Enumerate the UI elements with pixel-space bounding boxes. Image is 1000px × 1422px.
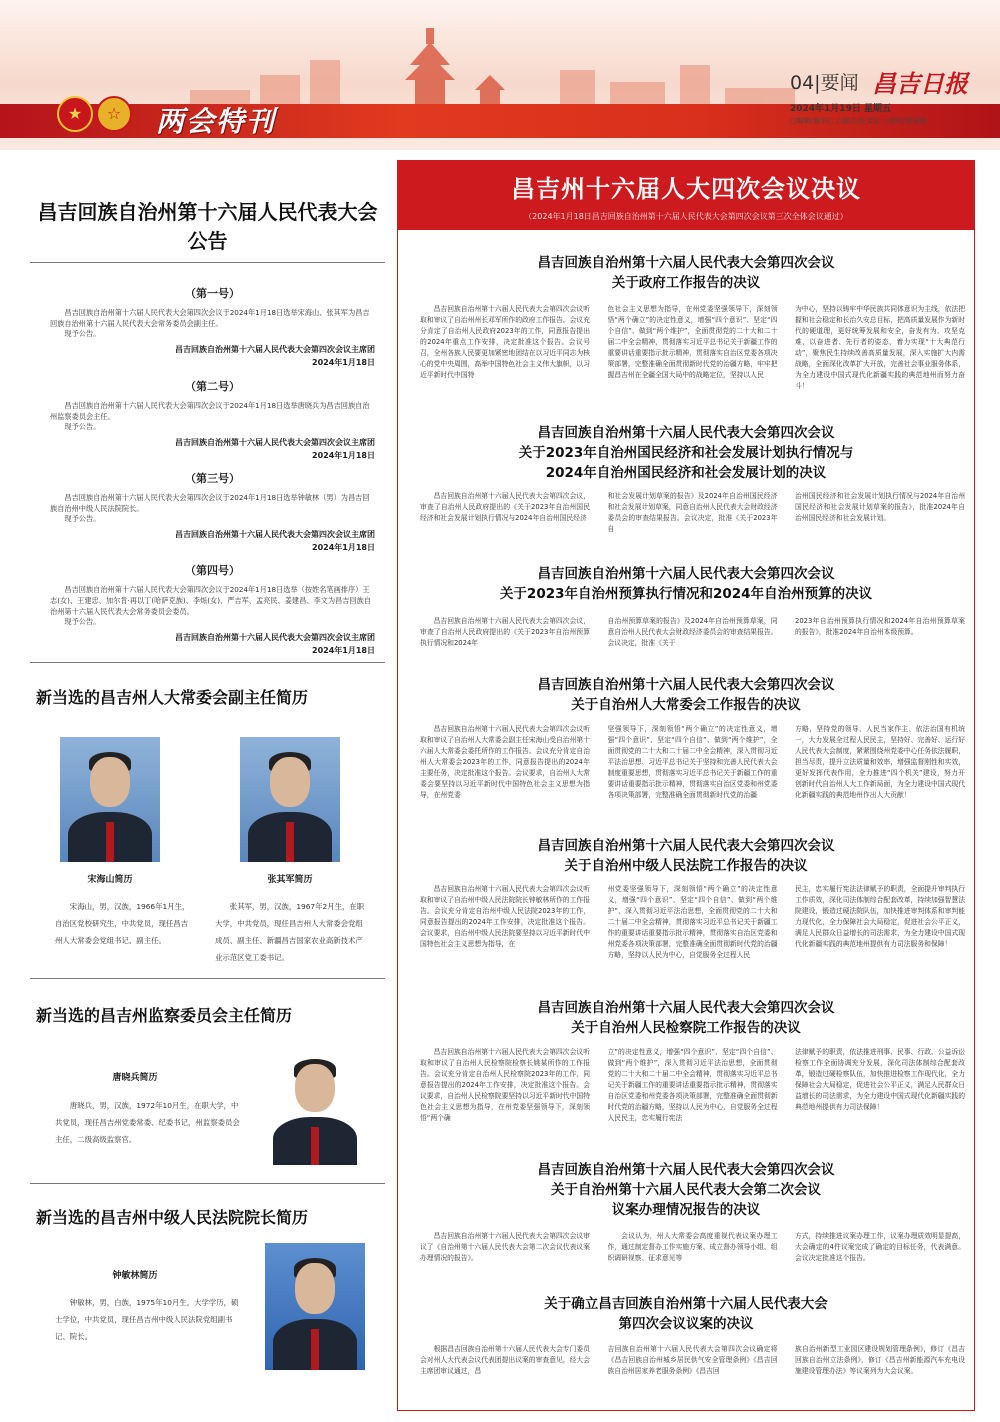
notice-date: 2024年1月18日 [312,646,375,655]
notice-number: （第二号） [185,380,240,393]
notice-sign: 昌吉回族自治州第十六届人民代表大会第四次会议主席团 [175,438,375,447]
notice-ack: 现予公告。 [64,617,101,626]
page-info [790,68,980,126]
portrait-zhong-minlin [265,1243,365,1370]
resolution-col: 方式，持续推进议案办理工作，议案办理质效明显提高，大会确定的4件议案完成了确定的目标任务，代表满意。会议决定批准这个报告。 [795,1232,965,1262]
resolution-col: 昌吉回族自治州第十六届人民代表大会第四次会议听取和审议了自治州人大常委会副主任宋海山受自治州第十六届人大常委会委托所作的工作报告。会议充分肯定自治州人大常委会2023年的工作，同意报告提出的2024年主要任务，决定批准这个报告。会议要求，自治州人大常委会要坚持以习近平新时代中国特色社会主义思想为指导，在州党委 [420,725,590,799]
resolution-col: 昌吉回族自治州第十六届人民代表大会第四次会议听取和审议了自治州中级人民法院院长钟敏林所作的工作报告。会议充分肯定自治州中级人民法院2023年的工作，同意报告提出的2024年工作安排，决定批准这个报告。会议要求，自治州中级人民法院要坚持以习近平新时代中国特色社会主义思想为指导，在 [420,885,590,948]
resolution-title: 昌吉回族自治州第十六届人民代表大会第四次会议 关于2023年自治州国民经济和社会发展计划执行情况与 2024年自治州国民经济和社会发展计划的决议 [518,425,854,481]
portrait-zhang-qijun [240,737,340,862]
notice-body: 昌吉回族自治州第十六届人民代表大会第四次会议于2024年1月18日选举唐晓兵为昌吉回族自治州监察委员会主任。 [50,401,370,421]
portrait-tang-xiaobing [265,1045,365,1165]
notice-date: 2024年1月18日 [312,543,375,552]
divider [30,262,385,263]
bio-caption: 钟敏林简历 [112,1271,158,1281]
editor-credits: □编辑/谢军仁 □版式/任宝红 □审校/郑丽媛 [790,117,927,125]
resolution-col: 昌吉回族自治州第十六届人民代表大会第四次会议，审查了自治州人民政府提出的《关于2023年自治州国民经济和社会发展计划执行情况与2024年自治州国民经济 [420,492,590,522]
resolution-title: 昌吉回族自治州第十六届人民代表大会第四次会议 关于自治州第十六届人民代表大会第二次会议 议案办理情况报告的决议 [537,1162,835,1218]
special-edition-title: 两会特刊 [156,105,277,138]
divider [30,978,385,979]
resolution-col: 治州国民经济和社会发展计划执行情况与2024年自治州国民经济和社会发展计划草案的报告》，批准2024年自治州国民经济和社会发展计划。 [795,492,965,522]
resolution-col: 为中心，坚持以铸牢中华民族共同体意识为主线，依法把握和社会稳定和长治久安总目标，把高质量发展作为新时代的硬道理，更好统筹发展和安全，奋发有为、攻坚克难，以奋进者、先行者的姿态，着力实现“十大典范行动”，聚焦民生持续改善高质量发展，深入实施扩大内需战略，全面深化改革扩大开放，完善社会事业服务体系，为全力建设中国式现代化新疆实践的典范地州而努力奋斗！ [795,305,965,390]
resolution-body [420,491,965,537]
bio-text: 钟敏林，男，白族，1975年10月生，大学学历，硕士学位，中共党员，现任昌吉州中级人民法院党组副书记、院长。 [55,1298,239,1341]
resolution-title: 昌吉回族自治州第十六届人民代表大会第四次会议 关于自治州中级人民法院工作报告的决议 [537,838,835,874]
resolution-col: 昌吉回族自治州第十六届人民代表大会第四次会议审议了《自治州第十六届人民代表大会第二次会议代表议案办理情况的报告》。 [420,1232,590,1262]
page-section: 04|要闻 [790,72,859,94]
resolution-col: 会议认为，州人大常委会高度重视代表议案办理工作，通过制定督办工作实施方案、成立督办领导小组、组织调研视察、征求意见等 [607,1232,778,1262]
resolution-title: 昌吉回族自治州第十六届人民代表大会第四次会议 关于自治州人民检察院工作报告的决议 [537,1000,835,1036]
court-bio-heading: 新当选的昌吉州中级人民法院院长简历 [36,1208,309,1227]
notice-number: （第四号） [185,564,240,577]
resolution-title: 昌吉回族自治州第十六届人民代表大会第四次会议 关于2023年自治州预算执行情况和2024年自治州预算的决议 [499,566,873,602]
resolutions-subtitle: （2024年1月18日昌吉回族自治州第十六届人民代表大会第四次会议第三次全体会议通过） [524,212,848,221]
resolution-col: 根据昌吉回族自治州第十六届人民代表大会专门委员会对州人大代表会议代表团提出议案的审查意见，经大会主席团审议通过，昌 [420,1345,590,1375]
resolution-body [420,304,965,400]
divider [30,662,385,663]
resolution-col: 昌吉回族自治州第十六届人民代表大会第四次会议听取和审议了自治州州长邓军所作的政府工作报告。会议充分肯定了自治州人民政府2023年的工作，同意报告提出的2024年重点工作安排，决定批准这个报告。会议号召，全州各族人民要更加紧密地团结在以习近平同志为核心的党中央周围，高举中国特色社会主义伟大旗帜，以习近平新时代中国特 [420,305,590,379]
cppcc-emblem-icon: ☆ [96,96,132,132]
resolution-col: 自治州预算草案的报告》及2024年自治州预算草案，同意自治州人民代表大会财政经济委员会的审查结果报告。会议决定，批准《关于 [607,617,778,647]
resolution-col: 法律赋予的职责，依法推进刑事、民事、行政、公益诉讼检察工作全面协调充分发展，深化司法体制综合配套改革，锻造过硬检察队伍，加快推进检察工作现代化，全力保障社会大局稳定，促进社会公平正义，满足人民群众日益增长的司法需求，为全力建设中国式现代化新疆实践的典范地州提供有力司法保障！ [795,1048,965,1111]
bio-caption: 宋海山简历 [87,875,133,885]
notice-1 [50,285,375,368]
notice-body: 昌吉回族自治州第十六届人民代表大会第四次会议于2024年1月18日选举钟敏林（男）为昌吉回族自治州中级人民法院院长。 [50,493,370,513]
bio-text: 宋海山，男，汉族，1966年1月生，自治区党校研究生，中共党员，现任昌吉州人大常委会党组书记、副主任。 [55,902,190,945]
resolution-body [420,884,965,979]
notice-sign: 昌吉回族自治州第十六届人民代表大会第四次会议主席团 [175,530,375,539]
resolution-col: 色社会主义思想为指导，在州党委坚强领导下，深刻领悟“两个确立”的决定性意义，增强“四个意识”、坚定“四个自信”、做到“两个维护”，全面贯彻党的二十大和二十届二中全会精神，贯彻落实习近平总书记关于新疆工作的重要讲话重要指示批示精神，贯彻落实自治区党委各项决策部署，完整准确全面贯彻新时代党的治疆方略，牢牢把握昌吉州在全疆全国大局中的战略定位，坚持以人民 [607,305,778,379]
resolution-col: 和社会发展计划草案的报告》及2024年自治州国民经济和社会发展计划草案，同意自治州人民代表大会财政经济委员会的审查结果报告。会议决定，批准《关于2023年自 [607,492,778,533]
divider [30,1183,385,1184]
resolution-col: 昌吉回族自治州第十六届人民代表大会第四次会议，审查了自治州人民政府提出的《关于2023年自治州预算执行情况和2024年 [420,617,590,647]
resolution-col: 州党委坚强领导下，深刻领悟“两个确立”的决定性意义，增强“四个意识”、坚定“四个自信”、做到“两个维护”，深入贯彻习近平法治思想，全面贯彻党的二十大和二十届二中全会精神，贯彻落实习近平总书记关于新疆工作的重要讲话重要指示批示精神，贯彻落实自治区党委和州党委各项决策部署，完整准确全面贯彻新时代党的治疆方略，坚持以人民为中心，自觉服务全过程人民 [607,885,778,959]
notice-3 [50,470,375,553]
notice-ack: 现予公告。 [64,514,101,523]
resolution-col: 坚强领导下，深刻领悟“两个确立”的决定性意义，增强“四个意识”、坚定“四个自信”、做到“两个维护”，全面贯彻党的二十大和二十届二中全会精神，深入贯彻习近平法治思想、习近平总书记关于坚持和完善人民代表大会制度重要思想，贯彻落实习近平总书记关于新疆工作的重要讲话重要指示批示精神，贯彻落实自治区党委和州党委各项决策部署，完整准确全面贯彻新时代党的治疆 [607,725,778,799]
resolution-body [420,616,965,652]
announcement-title: 昌吉回族自治州第十六届人民代表大会公告 [37,200,378,253]
resolutions-title: 昌吉州十六届人大四次会议决议 [511,174,861,203]
resolution-col: 族自治州新型工业园区建设规划管理条例》，修订《昌吉回族自治州立法条例》，修订《昌吉州新能源汽车充电设施建设管理办法》等议案列为大会议案。 [795,1345,965,1375]
resolution-body [420,1047,965,1142]
bio-caption: 唐晓兵简历 [112,1073,158,1083]
resolution-col: 吉回族自治州第十六届人民代表大会第四次会议确定将《昌吉回族自治州城乡居民供气安全管理条例》《昌吉回族自治州居家养老服务条例》《昌吉回 [607,1345,778,1375]
notice-sign: 昌吉回族自治州第十六届人民代表大会第四次会议主席团 [175,345,375,354]
resolution-col: 民主，忠实履行宪法法律赋予的职责，全面提升审判执行工作质效，深化司法体制综合配套改革，持续加强智慧法院建设，锻造过硬法院队伍，加快推进审判体系和审判能力现代化，全力保障社会大局稳定，促进社会公平正义，满足人民群众日益增长的司法需求，为全力建设中国式现代化新疆实践的典范地州提供有力司法服务和保障！ [795,885,965,948]
notice-2 [50,378,375,461]
paper-logo: 昌吉日报 [872,69,968,98]
notice-sign: 昌吉回族自治州第十六届人民代表大会第四次会议主席团 [175,633,375,642]
notice-number: （第三号） [185,472,240,485]
resolution-title: 关于确立昌吉回族自治州第十六届人民代表大会 第四次会议议案的决议 [544,1296,828,1332]
notice-ack: 现予公告。 [64,422,101,431]
resolution-body [420,1344,965,1390]
notice-date: 2024年1月18日 [312,358,375,367]
bio-text: 张其军，男，汉族，1967年2月生，在职大学，中共党员，现任昌吉州人大常委会党组成员、副主任、新疆昌吉国家农业高新技术产业示范区党工委书记。 [215,902,365,962]
resolution-body [420,724,965,814]
bio-text: 唐晓兵，男，汉族，1972年10月生，在职大学，中共党员，现任昌吉州党委常委、纪委书记，州监察委员会主任，二级高级监察官。 [55,1101,240,1144]
resolution-col: 立”的决定性意义，增强“四个意识”、坚定“四个自信”、做到“两个维护”，深入贯彻习近平法治思想，全面贯彻党的二十大和二十届二中全会精神，贯彻落实习近平总书记关于新疆工作的重要讲话重要指示批示精神，贯彻落实自治区党委和州党委各项决策部署，完整准确全面贯彻新时代党的治疆方略，坚持以人民为中心，自觉服务全过程人民民主，忠实履行宪法 [607,1048,778,1122]
notice-date: 2024年1月18日 [312,451,375,460]
portrait-song-haishan [60,737,160,862]
resolutions-header [397,160,975,230]
notice-ack: 现予公告。 [64,329,101,338]
notice-body: 昌吉回族自治州第十六届人民代表大会第四次会议于2024年1月18日选举（按姓名笔画排序）王志(女)、王建忠、加尔肯·再以丁(哈萨克族)、李烁(女)、严吉军、孟亮民、姜建昌、李文为昌吉回族自治州第十六届人民代表大会常务委员会委员。 [50,585,371,616]
resolution-title: 昌吉回族自治州第十六届人民代表大会第四次会议 关于政府工作报告的决议 [537,255,835,291]
issue-date: 2024年1月19日 星期五 [790,104,891,114]
resolution-col: 2023年自治州预算执行情况和2024年自治州预算草案的报告》，批准2024年自治州本级预算。 [795,617,965,636]
resolution-title: 昌吉回族自治州第十六届人民代表大会第四次会议 关于自治州人大常委会工作报告的决议 [537,677,835,713]
resolution-col: 方略，坚持党的领导、人民当家作主、依法治国有机统一，大力发展全过程人民民主，坚持好、完善好、运行好人民代表大会制度，紧紧围绕州党委中心任务依法履职，担当尽责，提升立法质量和效率，增强监督刚性和实效，更好发挥代表作用，全力推进“四个机关”建设，努力开创新时代自治州人大工作新局面，为全力建设中国式现代化新疆实践的典范地州作出人大贡献！ [795,725,965,799]
notice-4 [50,562,375,656]
notice-number: （第一号） [185,287,240,300]
notice-body: 昌吉回族自治州第十六届人民代表大会第四次会议于2024年1月18日选举宋海山、张其军为昌吉回族自治州第十六届人民代表大会常务委员会副主任。 [50,308,370,328]
resolution-body [420,1231,965,1277]
national-emblem-icon: ★ [57,96,93,132]
vice-director-bio-heading: 新当选的昌吉州人大常委会副主任简历 [36,688,309,707]
resolution-col: 昌吉回族自治州第十六届人民代表大会第四次会议听取和审议了自治州人民检察院检察长姚某所作的工作报告。会议充分肯定自治州人民检察院2023年的工作，同意报告提出的2024年工作安排，决定批准这个报告。会议要求，自治州人民检察院要坚持以习近平新时代中国特色社会主义思想为指导，在州党委坚强领导下，深刻领悟“两个确 [420,1048,590,1122]
bio-caption: 张其军简历 [267,875,313,885]
supervision-bio-heading: 新当选的昌吉州监察委员会主任简历 [36,1006,293,1025]
